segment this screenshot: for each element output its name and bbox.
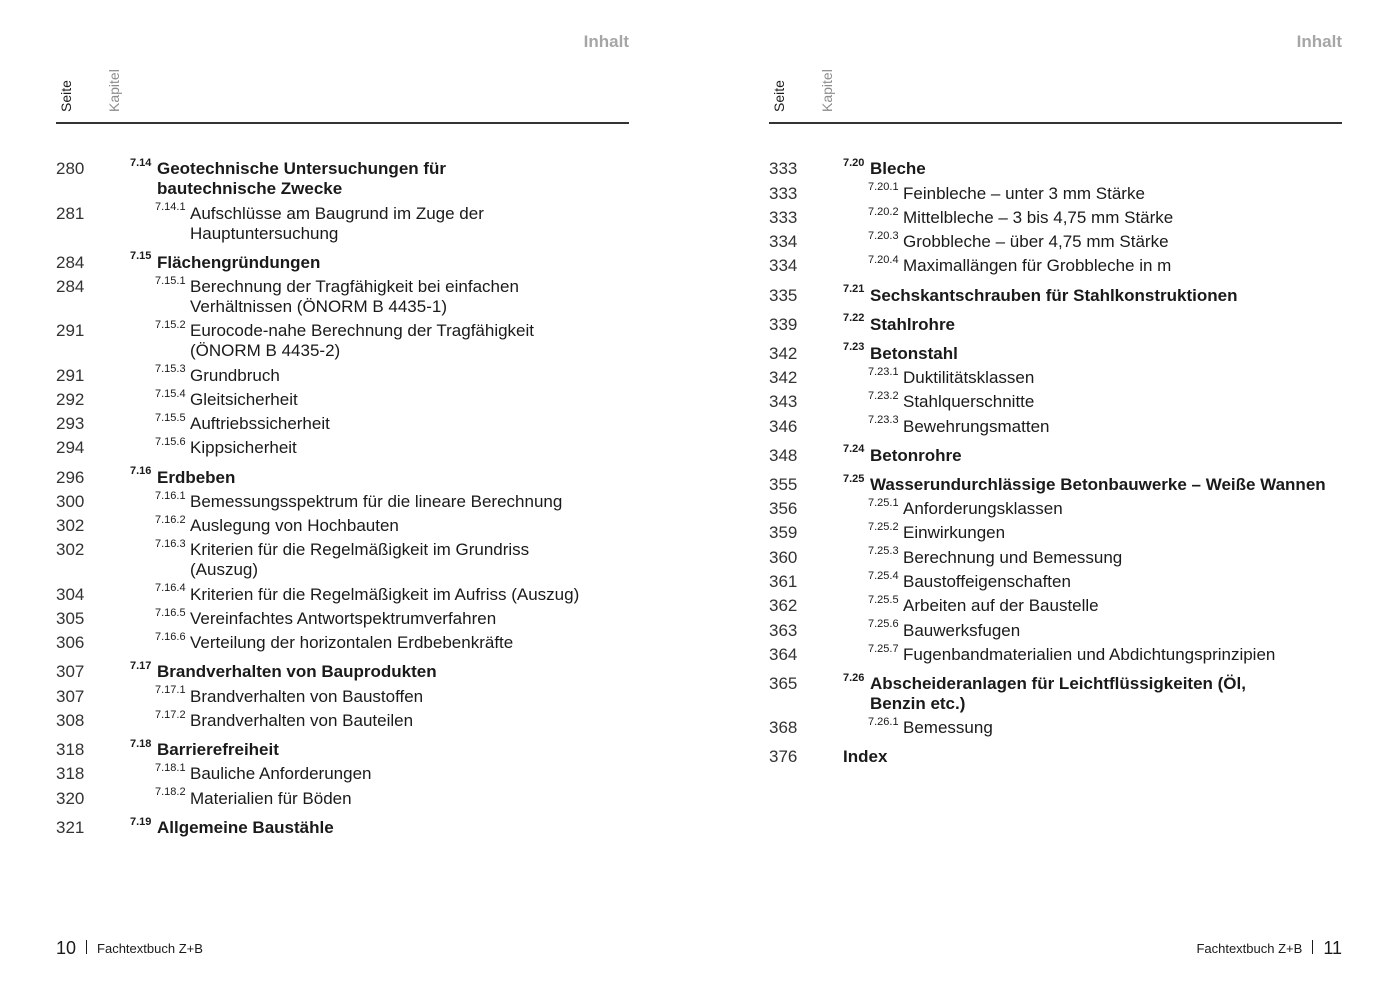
toc-chapter-number: 7.14 — [130, 157, 152, 169]
toc-chapter-number: 7.15.5 — [155, 411, 186, 424]
toc-chapter-number: 7.15.4 — [155, 387, 186, 400]
toc-chapter-number: 7.15.2 — [155, 318, 186, 331]
toc-page-number: 343 — [769, 392, 798, 412]
toc-entry[interactable] — [769, 339, 1342, 363]
toc-chapter-number: 7.15.6 — [155, 436, 186, 449]
toc-chapter-number: 7.25 — [843, 472, 865, 485]
toc-page-number: 281 — [56, 203, 85, 223]
toc-entry[interactable] — [56, 434, 629, 458]
toc-chapter-title: Berechnung und Bemessung — [903, 547, 1123, 567]
toc-page-number: 334 — [769, 232, 798, 252]
toc-chapter-title: Grundbruch — [190, 365, 280, 385]
footer — [56, 938, 203, 959]
toc-chapter-title: Stahlrohre — [870, 314, 956, 334]
toc-chapter-title: Grobbleche – über 4,75 mm Stärke — [903, 232, 1169, 252]
toc-entry[interactable] — [769, 519, 1342, 543]
toc-entry[interactable] — [769, 543, 1342, 567]
toc-page-number: 362 — [769, 596, 798, 616]
toc-entry[interactable] — [56, 463, 629, 487]
toc-page-number: 359 — [769, 523, 798, 543]
toc-chapter-number: 7.23.2 — [868, 390, 899, 403]
toc-chapter-title: Kippsicherheit — [190, 438, 297, 458]
toc-chapter-title: Betonrohre — [870, 445, 962, 465]
right-page — [769, 0, 1342, 1000]
toc-chapter-number: 7.16.6 — [155, 631, 186, 644]
toc-page-number: 335 — [769, 285, 798, 305]
toc-page-number: 333 — [769, 183, 798, 203]
toc-entry[interactable] — [56, 629, 629, 653]
toc-chapter-title: Baustoffeigenschaften — [903, 572, 1071, 592]
toc-chapter-number: 7.16.4 — [155, 582, 186, 595]
toc-chapter-number: 7.18.2 — [155, 786, 186, 799]
toc-page-number: 305 — [56, 609, 85, 629]
toc-entry[interactable] — [56, 814, 629, 838]
toc-chapter-title: Flächengründungen — [157, 252, 321, 272]
toc-entry[interactable] — [769, 714, 1342, 738]
toc-page-number: 355 — [769, 474, 798, 494]
toc-page-number: 364 — [769, 644, 798, 664]
toc-chapter-title: Stahlquerschnitte — [903, 392, 1035, 412]
toc-entry[interactable] — [769, 670, 1342, 714]
toc-page-number: 306 — [56, 633, 85, 653]
toc-entry[interactable] — [56, 682, 629, 706]
toc-chapter-title: Kriterien für die Regelmäßigkeit im Aufriss (Auszug) — [190, 584, 580, 604]
toc-chapter-title: Brandverhalten von Baustoffen — [190, 686, 424, 706]
toc-chapter-number: 7.18.1 — [155, 762, 186, 775]
toc-entry[interactable] — [56, 488, 629, 512]
toc-entry[interactable] — [56, 410, 629, 434]
toc-chapter-title: Aufschlüsse am Baugrund im Zuge der Hauptuntersuchung — [190, 203, 484, 243]
toc-entry[interactable] — [769, 495, 1342, 519]
toc-entry[interactable] — [769, 592, 1342, 616]
column-label-kapitel: Kapitel — [819, 69, 835, 112]
toc-entry[interactable] — [56, 248, 629, 272]
toc-chapter-title: Wasserundurchlässige Betonbauwerke – Weiße Wannen — [870, 474, 1326, 494]
toc-chapter-title: Duktilitätsklassen — [903, 368, 1035, 388]
toc-chapter-number: 7.20 — [843, 157, 865, 169]
toc-page-number: 334 — [769, 256, 798, 276]
toc-entry[interactable] — [769, 441, 1342, 465]
toc-entry[interactable] — [56, 736, 629, 760]
toc-chapter-number: 7.16.2 — [155, 513, 186, 526]
toc-chapter-title: Allgemeine Baustähle — [157, 817, 334, 837]
column-label-kapitel: Kapitel — [106, 69, 122, 112]
toc-page-number: 361 — [769, 572, 798, 592]
toc-chapter-number: 7.23.3 — [868, 414, 899, 427]
toc-page-number: 320 — [56, 788, 85, 808]
toc-chapter-title: Bewehrungsmatten — [903, 416, 1050, 436]
toc-entry[interactable] — [769, 743, 1342, 767]
left-page — [56, 0, 629, 1000]
toc-page-number: 321 — [56, 817, 85, 837]
toc-page-number: 291 — [56, 321, 85, 341]
toc-entry[interactable] — [769, 179, 1342, 203]
toc-entry[interactable] — [56, 580, 629, 604]
toc-entry[interactable] — [769, 281, 1342, 305]
toc-chapter-number: 7.25.6 — [868, 618, 899, 631]
toc-page-number: 318 — [56, 740, 85, 760]
toc-chapter-number: 7.25.2 — [868, 521, 899, 534]
toc-page-number: 368 — [769, 718, 798, 738]
toc-entry[interactable] — [769, 252, 1342, 276]
toc-entry[interactable] — [56, 386, 629, 410]
toc-entry[interactable] — [769, 228, 1342, 252]
toc-page-number: 302 — [56, 516, 85, 536]
toc-entry[interactable] — [56, 361, 629, 385]
toc-entry[interactable] — [769, 155, 1342, 179]
footer-separator — [86, 940, 87, 954]
toc-chapter-title: Abscheideranlagen für Leichtflüssigkeiten (Öl, Benzin etc.) — [870, 674, 1246, 714]
toc-entry[interactable] — [769, 364, 1342, 388]
toc-page-number: 308 — [56, 711, 85, 731]
toc-page-number: 284 — [56, 252, 85, 272]
toc-chapter-number: 7.18 — [130, 737, 152, 750]
toc-page-number: 348 — [769, 445, 798, 465]
toc-chapter-number: 7.16.1 — [155, 489, 186, 502]
header-title: Inhalt — [1296, 32, 1342, 51]
toc-entry[interactable] — [56, 760, 629, 784]
footer — [1196, 938, 1342, 959]
toc-page-number: 293 — [56, 414, 85, 434]
toc-chapter-number: 7.16.5 — [155, 606, 186, 619]
toc-chapter-number: 7.20.3 — [868, 229, 899, 242]
toc-chapter-number: 7.23.1 — [868, 365, 899, 378]
toc-chapter-number: 7.17.2 — [155, 708, 186, 721]
toc-entry[interactable] — [56, 155, 629, 199]
toc-entry[interactable] — [56, 199, 629, 243]
toc-page-number: 360 — [769, 547, 798, 567]
toc-page-number: 294 — [56, 438, 85, 458]
toc-chapter-number: 7.14.1 — [155, 201, 186, 214]
toc-page-number: 318 — [56, 764, 85, 784]
toc-page-number: 307 — [56, 686, 85, 706]
toc-chapter-number: 7.17 — [130, 660, 152, 673]
toc-chapter-number: 7.26.1 — [868, 716, 899, 729]
header-title: Inhalt — [583, 32, 629, 51]
toc-chapter-title: Maximallängen für Grobbleche in m — [903, 256, 1172, 276]
toc-chapter-title: Gleitsicherheit — [190, 389, 298, 409]
toc-chapter-title: Bemessungsspektrum für die lineare Berechnung — [190, 491, 563, 511]
toc-entry[interactable] — [56, 512, 629, 536]
toc-chapter-number: 7.25.1 — [868, 496, 899, 509]
toc-entry[interactable] — [56, 273, 629, 317]
toc-page-number: 300 — [56, 491, 85, 511]
toc-entry[interactable] — [769, 388, 1342, 412]
toc-chapter-title: Auftriebssicherheit — [190, 414, 330, 434]
toc-page-number: 342 — [769, 343, 798, 363]
toc-chapter-title: Kriterien für die Regelmäßigkeit im Grundriss (Auszug) — [190, 540, 530, 580]
toc-chapter-title: Bleche — [870, 159, 926, 179]
header-divider — [769, 122, 1342, 124]
toc-chapter-title: Barrierefreiheit — [157, 740, 279, 760]
footer-page-number: 11 — [1323, 938, 1342, 958]
toc-entry[interactable] — [56, 317, 629, 361]
toc-page-number: 356 — [769, 499, 798, 519]
toc-chapter-title: Fugenbandmaterialien und Abdichtungsprinzipien — [903, 644, 1276, 664]
toc-chapter-number: 7.16 — [130, 465, 152, 478]
toc-chapter-number: 7.19 — [130, 815, 152, 828]
toc-page-number: 363 — [769, 620, 798, 640]
toc-chapter-title: Brandverhalten von Bauprodukten — [157, 662, 437, 682]
toc-chapter-title: Berechnung der Tragfähigkeit bei einfachen Verhältnissen (ÖNORM B 4435-1) — [190, 276, 519, 316]
toc-chapter-title: Bauliche Anforderungen — [190, 764, 372, 784]
toc-chapter-number: 7.24 — [843, 443, 865, 456]
toc-page-number: 296 — [56, 467, 85, 487]
toc-entry[interactable] — [56, 605, 629, 629]
toc-chapter-number: 7.15.3 — [155, 363, 186, 376]
toc-chapter-number: 7.20.4 — [868, 254, 899, 267]
toc-chapter-number: 7.15.1 — [155, 274, 186, 287]
toc-entry[interactable] — [769, 471, 1342, 495]
toc-entry[interactable] — [56, 784, 629, 808]
toc-chapter-title: Eurocode-nahe Berechnung der Tragfähigkeit (ÖNORM B 4435-2) — [190, 321, 535, 361]
table-of-contents — [56, 155, 629, 838]
toc-chapter-number: 7.17.1 — [155, 684, 186, 697]
toc-chapter-title: Auslegung von Hochbauten — [190, 516, 399, 536]
toc-chapter-number: 7.25.3 — [868, 545, 899, 558]
column-label-seite: Seite — [58, 80, 74, 112]
toc-chapter-title: Einwirkungen — [903, 523, 1006, 543]
toc-page-number: 339 — [769, 314, 798, 334]
toc-chapter-title: Vereinfachtes Antwortspektrumverfahren — [190, 609, 497, 629]
toc-chapter-title: Brandverhalten von Bauteilen — [190, 711, 414, 731]
toc-page-number: 342 — [769, 368, 798, 388]
toc-chapter-number: 7.25.7 — [868, 642, 899, 655]
toc-page-number: 333 — [769, 159, 798, 179]
toc-chapter-title: Anforderungsklassen — [903, 499, 1063, 519]
toc-chapter-title: Erdbeben — [157, 467, 236, 487]
footer-book-title: Fachtextbuch Z+B — [97, 941, 203, 956]
toc-chapter-title: Bauwerksfugen — [903, 620, 1021, 640]
toc-page-number: 333 — [769, 207, 798, 227]
toc-chapter-number: 7.20.1 — [868, 181, 899, 194]
toc-page-number: 284 — [56, 276, 85, 296]
toc-chapter-title: Materialien für Böden — [190, 788, 352, 808]
toc-chapter-title: Geotechnische Untersuchungen für bautechnische Zwecke — [157, 159, 447, 199]
footer-page-number: 10 — [56, 938, 77, 958]
toc-chapter-number: 7.20.2 — [868, 205, 899, 218]
toc-chapter-title: Verteilung der horizontalen Erdbebenkräfte — [190, 633, 514, 653]
table-of-contents — [769, 155, 1342, 767]
column-label-seite: Seite — [771, 80, 787, 112]
toc-page-number: 307 — [56, 662, 85, 682]
footer-book-title: Fachtextbuch Z+B — [1196, 941, 1303, 956]
toc-page-number: 365 — [769, 674, 798, 694]
toc-entry[interactable] — [56, 707, 629, 731]
toc-chapter-number: 7.25.4 — [868, 569, 899, 582]
toc-chapter-number: 7.15 — [130, 250, 152, 263]
toc-entry[interactable] — [769, 641, 1342, 665]
toc-chapter-number: 7.23 — [843, 341, 865, 354]
toc-chapter-title: Bemessung — [903, 718, 993, 738]
toc-chapter-number: 7.21 — [843, 283, 865, 296]
toc-chapter-number: 7.16.3 — [155, 538, 186, 551]
header-divider — [56, 122, 629, 124]
toc-chapter-title: Betonstahl — [870, 343, 958, 363]
toc-page-number: 376 — [769, 747, 798, 767]
toc-entry[interactable] — [769, 616, 1342, 640]
toc-entry[interactable] — [56, 536, 629, 580]
toc-entry[interactable] — [769, 568, 1342, 592]
toc-entry[interactable] — [769, 204, 1342, 228]
toc-page-number: 292 — [56, 389, 85, 409]
toc-page-number: 291 — [56, 365, 85, 385]
footer-separator — [1312, 940, 1313, 954]
toc-entry[interactable] — [769, 310, 1342, 334]
toc-chapter-title: Feinbleche – unter 3 mm Stärke — [903, 183, 1145, 203]
toc-chapter-title: Sechskantschrauben für Stahlkonstruktionen — [870, 285, 1238, 305]
toc-page-number: 304 — [56, 584, 85, 604]
toc-chapter-title: Mittelbleche – 3 bis 4,75 mm Stärke — [903, 207, 1174, 227]
toc-chapter-number: 7.26 — [843, 671, 865, 684]
toc-entry[interactable] — [769, 412, 1342, 436]
toc-page-number: 280 — [56, 159, 85, 179]
toc-page-number: 346 — [769, 416, 798, 436]
toc-chapter-number: 7.22 — [843, 312, 865, 325]
toc-chapter-title: Arbeiten auf der Baustelle — [903, 596, 1099, 616]
toc-chapter-title: Index — [843, 747, 888, 767]
toc-entry[interactable] — [56, 658, 629, 682]
toc-page-number: 302 — [56, 540, 85, 560]
toc-chapter-number: 7.25.5 — [868, 594, 899, 607]
